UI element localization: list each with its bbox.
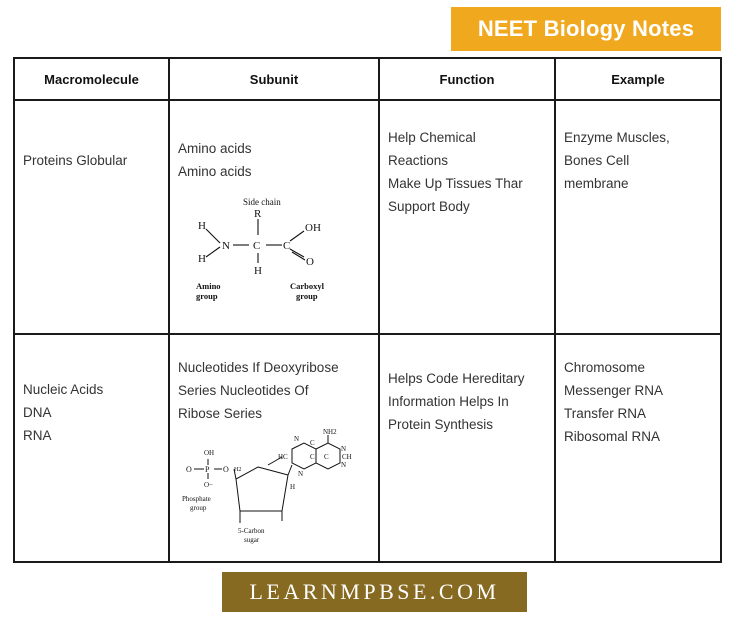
atom-o-label: O (306, 256, 314, 268)
phosphate-group-label: group (190, 504, 207, 512)
atom-h-label: H (290, 483, 296, 491)
amino-group-label: group (196, 291, 218, 301)
nucleotide-structure-diagram (178, 429, 353, 551)
ch-label: CH (342, 453, 352, 461)
atom-h-label: H (254, 265, 262, 277)
h2-label: H2 (234, 467, 242, 473)
cell-text: Information Helps In (388, 394, 509, 409)
cell-text: Series Nucleotides Of (178, 383, 309, 398)
cell-macromolecule (14, 100, 169, 334)
cell-text: Transfer RNA (564, 406, 647, 421)
cell-text: DNA (23, 405, 52, 420)
carbon-sugar-label: sugar (244, 536, 260, 544)
cell-text: Reactions (388, 153, 449, 168)
cell-subunit (169, 100, 379, 334)
cell-text: Helps Code Hereditary (388, 371, 525, 386)
atom-n-label: N (298, 470, 304, 478)
cell-text: Messenger RNA (564, 383, 664, 398)
atom-n-label: N (222, 240, 230, 252)
cell-text: Amino acids (178, 164, 252, 179)
header-function: Function (379, 58, 555, 100)
atom-h-label: H (198, 220, 206, 232)
cell-text: Chromosome (564, 360, 646, 375)
atom-n-label: N (341, 461, 347, 469)
phosphate-group-label: Phosphate (182, 495, 211, 503)
cell-text: Make Up Tissues Thar (388, 176, 523, 191)
header-macromolecule: Macromolecule (14, 58, 169, 100)
cell-text: Proteins Globular (23, 153, 128, 168)
cell-subunit (169, 334, 379, 562)
amino-group-label: Amino (196, 281, 221, 291)
cell-text: Ribose Series (178, 406, 263, 421)
cell-text: Bones Cell (564, 153, 630, 168)
header-subunit: Subunit (169, 58, 379, 100)
cell-example (555, 334, 721, 562)
cell-function (379, 100, 555, 334)
cell-macromolecule (14, 334, 169, 562)
atom-c-label: C (324, 453, 329, 461)
atom-h-label: H (198, 253, 206, 265)
carboxyl-group-label: Carboxyl (290, 281, 324, 291)
atom-c-label: C (310, 439, 315, 447)
atom-p-label: P (205, 465, 210, 474)
cell-text: RNA (23, 428, 52, 443)
carboxyl-group-label: group (296, 291, 318, 301)
cell-text: Support Body (388, 199, 470, 214)
o-minus-label: O− (204, 481, 214, 489)
atom-c-label: C (253, 240, 261, 252)
cell-text: Enzyme Muscles, (564, 130, 670, 145)
macromolecule-table (13, 57, 722, 563)
cell-text: Protein Synthesis (388, 417, 494, 432)
side-chain-label: Side chain (243, 197, 281, 207)
cell-text: Nucleic Acids (23, 382, 104, 397)
cell-text: Ribosomal RNA (564, 429, 661, 444)
amino-acid-structure-diagram (178, 197, 348, 307)
cell-text: membrane (564, 176, 629, 191)
cell-text: Help Chemical (388, 130, 476, 145)
carbon-sugar-label: 5-Carbon (238, 527, 265, 535)
atom-c-label: C (310, 453, 315, 461)
cell-text: Nucleotides If Deoxyribose (178, 360, 339, 375)
atom-n-label: N (294, 435, 300, 443)
hc-label: HC (278, 453, 288, 461)
hydroxyl-label: OH (204, 449, 215, 457)
cell-function (379, 334, 555, 562)
hydroxyl-label: OH (305, 222, 321, 234)
cell-text: Amino acids (178, 141, 252, 156)
table-row-proteins (14, 100, 721, 334)
table-header-row (14, 58, 721, 100)
atom-c-label: C (283, 240, 291, 252)
header-example: Example (555, 58, 721, 100)
cell-example (555, 100, 721, 334)
atom-n-label: N (341, 445, 347, 453)
amine-label: NH2 (323, 429, 337, 436)
atom-o-label: O (186, 465, 192, 474)
site-watermark: LEARNMPBSE.COM (222, 572, 527, 612)
atom-o-label: O (223, 465, 229, 474)
r-group-label: R (254, 208, 262, 220)
table-row-nucleic-acids (14, 334, 721, 562)
banner-title: NEET Biology Notes (451, 7, 721, 51)
